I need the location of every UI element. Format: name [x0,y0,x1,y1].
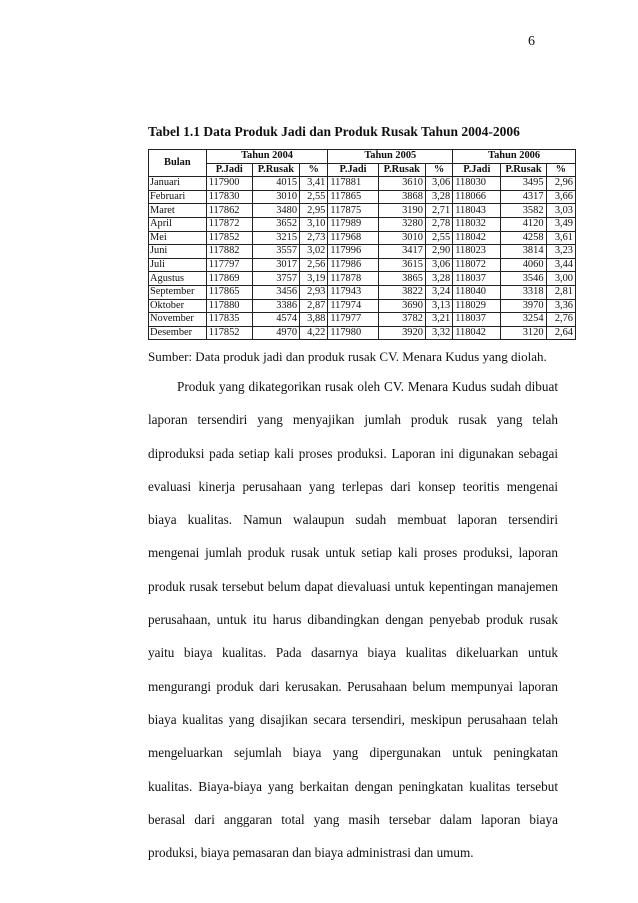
value-cell: 3456 [252,285,299,299]
value-cell: 3,28 [425,272,452,286]
value-cell: 2,71 [425,204,452,218]
value-cell: 2,90 [425,245,452,259]
value-cell: 3190 [378,204,425,218]
value-cell: 118037 [453,313,501,327]
value-cell: 3,41 [300,177,328,191]
value-cell: 117881 [328,177,378,191]
value-cell: 4120 [501,217,546,231]
value-cell: 117989 [328,217,378,231]
value-cell: 3,32 [425,326,452,340]
value-cell: 2,96 [546,177,575,191]
month-cell: Oktober [149,299,207,313]
value-cell: 3868 [378,190,425,204]
value-cell: 117880 [206,299,252,313]
value-cell: 117835 [206,313,252,327]
value-cell: 3,06 [425,258,452,272]
table-row [149,177,576,191]
value-cell: 2,76 [546,313,575,327]
table-row [149,258,576,272]
table-row [149,217,576,231]
paragraph-line: mengurangi produk dari kerusakan. Perusahaan belum mempunyai laporan [148,678,558,694]
value-cell: 3,28 [425,190,452,204]
production-table [148,149,576,340]
value-cell: 3215 [252,231,299,245]
value-cell: 3480 [252,204,299,218]
value-cell: 3010 [252,190,299,204]
value-cell: 3,61 [546,231,575,245]
value-cell: 117869 [206,272,252,286]
value-cell: 118029 [453,299,501,313]
value-cell: 3,21 [425,313,452,327]
table-row [149,204,576,218]
value-cell: 2,56 [300,258,328,272]
header-p-rusak: P.Rusak [501,163,546,177]
value-cell: 3822 [378,285,425,299]
header-year-2004: Tahun 2004 [206,150,328,164]
value-cell: 3120 [501,326,546,340]
value-cell: 3970 [501,299,546,313]
paragraph-line: Produk yang dikategorikan rusak oleh CV. Menara Kudus sudah dibuat [177,379,558,394]
value-cell: 117830 [206,190,252,204]
value-cell: 117852 [206,231,252,245]
value-cell: 3254 [501,313,546,327]
value-cell: 3017 [252,258,299,272]
value-cell: 4015 [252,177,299,191]
value-cell: 117862 [206,204,252,218]
paragraph-line: laporan tersendiri yang menyajikan jumlah produk rusak yang telah [148,412,558,428]
value-cell: 117977 [328,313,378,327]
value-cell: 3,02 [300,245,328,259]
value-cell: 3814 [501,245,546,259]
value-cell: 3495 [501,177,546,191]
month-cell: November [149,313,207,327]
value-cell: 3,03 [546,204,575,218]
value-cell: 117852 [206,326,252,340]
header-row-years [149,150,576,164]
value-cell: 2,55 [425,231,452,245]
value-cell: 3,10 [300,217,328,231]
value-cell: 3,23 [546,245,575,259]
value-cell: 3,24 [425,285,452,299]
paragraph-line: berasal dari anggaran total yang masih tersebar dalam laporan biaya [148,811,558,827]
value-cell: 2,81 [546,285,575,299]
month-cell: Mei [149,231,207,245]
value-cell: 118066 [453,190,501,204]
header-percent: % [425,163,452,177]
value-cell: 3,06 [425,177,452,191]
table-source: Sumber: Data produk jadi dan produk rusak CV. Menara Kudus yang diolah. [148,349,547,364]
value-cell: 3010 [378,231,425,245]
table-row [149,245,576,259]
value-cell: 117900 [206,177,252,191]
month-cell: Juni [149,245,207,259]
value-cell: 3920 [378,326,425,340]
paragraph-line: biaya kualitas. Namun walaupun sudah membuat laporan tersendiri [148,512,558,528]
value-cell: 2,95 [300,204,328,218]
value-cell: 3,66 [546,190,575,204]
value-cell: 3546 [501,272,546,286]
value-cell: 2,93 [300,285,328,299]
value-cell: 4970 [252,326,299,340]
value-cell: 118032 [453,217,501,231]
table-row [149,326,576,340]
value-cell: 117980 [328,326,378,340]
value-cell: 3,13 [425,299,452,313]
month-cell: Juli [149,258,207,272]
paragraph-line: mengenai jumlah produk rusak untuk setiap kali proses produksi, laporan [148,545,558,561]
table-row [149,313,576,327]
value-cell: 3417 [378,245,425,259]
paragraph-line: mengeluarkan sejumlah biaya yang dipergunakan untuk peningkatan [148,745,558,761]
header-p-rusak: P.Rusak [378,163,425,177]
value-cell: 117943 [328,285,378,299]
table-row [149,272,576,286]
value-cell: 118030 [453,177,501,191]
value-cell: 3782 [378,313,425,327]
value-cell: 118040 [453,285,501,299]
value-cell: 117865 [206,285,252,299]
value-cell: 117882 [206,245,252,259]
value-cell: 118072 [453,258,501,272]
value-cell: 2,78 [425,217,452,231]
value-cell: 118043 [453,204,501,218]
month-cell: Maret [149,204,207,218]
value-cell: 3690 [378,299,425,313]
month-cell: Januari [149,177,207,191]
header-p-rusak: P.Rusak [252,163,299,177]
header-year-2005: Tahun 2005 [328,150,453,164]
value-cell: 4574 [252,313,299,327]
value-cell: 118023 [453,245,501,259]
paragraph-line: evaluasi kinerja perusahaan yang terlepas dari konsep teoritis mengenai [148,478,558,494]
value-cell: 4258 [501,231,546,245]
value-cell: 3,88 [300,313,328,327]
header-p-jadi: P.Jadi [206,163,252,177]
table-row [149,231,576,245]
value-cell: 117797 [206,258,252,272]
value-cell: 3280 [378,217,425,231]
body-paragraph [148,370,558,869]
month-cell: Desember [149,326,207,340]
value-cell: 117872 [206,217,252,231]
paragraph-line: produk rusak tersebut belum dapat dievaluasi untuk kepentingan manajemen [148,578,558,594]
value-cell: 117865 [328,190,378,204]
value-cell: 3652 [252,217,299,231]
header-percent: % [546,163,575,177]
value-cell: 3,49 [546,217,575,231]
value-cell: 117968 [328,231,378,245]
value-cell: 118042 [453,231,501,245]
page-number: 6 [528,34,535,49]
value-cell: 3318 [501,285,546,299]
header-year-2006: Tahun 2006 [453,150,576,164]
paragraph-line: kualitas. Biaya-biaya yang berkaitan dengan peningkatan kualitas tersebut [148,778,558,794]
month-cell: September [149,285,207,299]
header-percent: % [300,163,328,177]
value-cell: 4,22 [300,326,328,340]
value-cell: 3,44 [546,258,575,272]
value-cell: 3,36 [546,299,575,313]
value-cell: 117986 [328,258,378,272]
table-title: Tabel 1.1 Data Produk Jadi dan Produk Rusak Tahun 2004-2006 [148,124,520,139]
month-cell: Februari [149,190,207,204]
value-cell: 3757 [252,272,299,286]
value-cell: 3615 [378,258,425,272]
value-cell: 117878 [328,272,378,286]
value-cell: 3386 [252,299,299,313]
value-cell: 117996 [328,245,378,259]
table-body [149,177,576,340]
month-cell: April [149,217,207,231]
header-bulan: Bulan [149,150,207,177]
value-cell: 2,55 [300,190,328,204]
paragraph-line: perusahaan, untuk itu harus dibandingkan dengan penyebab produk rusak [148,612,558,628]
value-cell: 117875 [328,204,378,218]
value-cell: 117974 [328,299,378,313]
value-cell: 3557 [252,245,299,259]
paragraph-line: yaitu biaya kualitas. Pada dasarnya biaya kualitas dikeluarkan untuk [148,645,558,661]
paragraph-line: diproduksi pada setiap kali proses produksi. Laporan ini digunakan sebagai [148,445,558,461]
value-cell: 4060 [501,258,546,272]
value-cell: 2,64 [546,326,575,340]
header-p-jadi: P.Jadi [453,163,501,177]
paragraph-line: biaya kualitas yang disajikan secara tersendiri, meskipun perusahaan telah [148,711,558,727]
table-row [149,299,576,313]
table-row [149,285,576,299]
value-cell: 3,19 [300,272,328,286]
paragraph-line: produksi, biaya pemasaran dan biaya administrasi dan umum. [148,845,474,861]
header-p-jadi: P.Jadi [328,163,378,177]
value-cell: 2,73 [300,231,328,245]
value-cell: 3,00 [546,272,575,286]
value-cell: 118037 [453,272,501,286]
header-row-sub [149,163,576,177]
value-cell: 3865 [378,272,425,286]
table-row [149,190,576,204]
value-cell: 2,87 [300,299,328,313]
month-cell: Agustus [149,272,207,286]
value-cell: 3582 [501,204,546,218]
value-cell: 4317 [501,190,546,204]
value-cell: 118042 [453,326,501,340]
value-cell: 3610 [378,177,425,191]
